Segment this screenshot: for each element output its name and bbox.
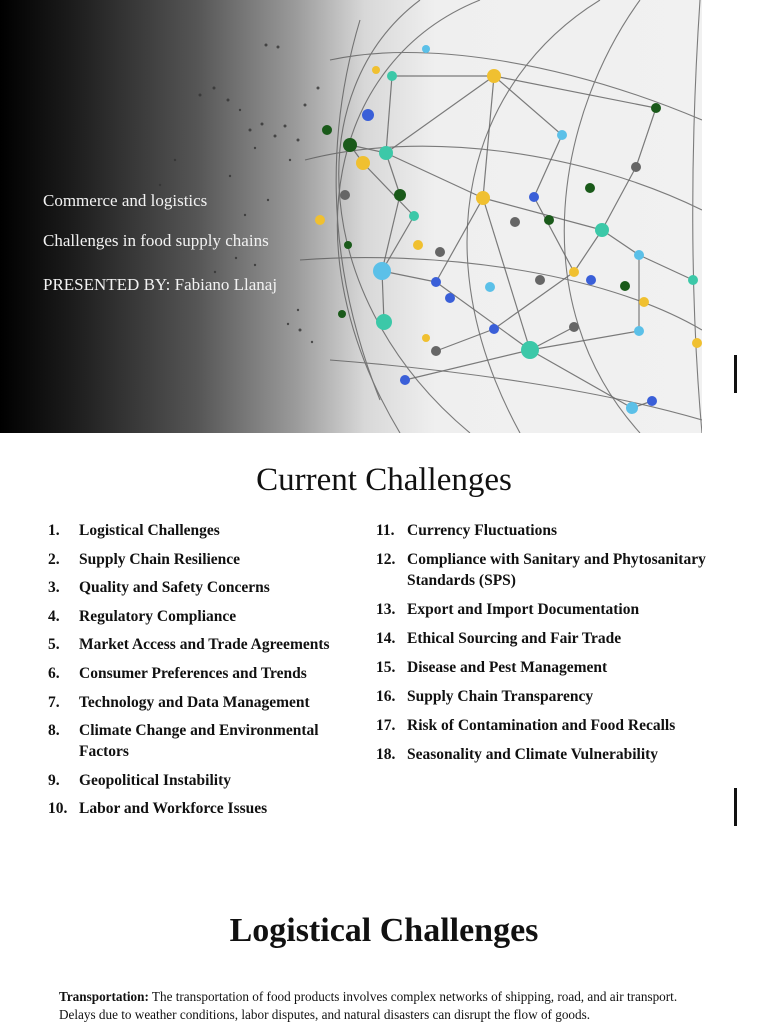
- item-number: 8.: [48, 722, 60, 740]
- item-text: Ethical Sourcing and Fair Trade: [407, 630, 622, 647]
- item-text: Geopolitical Instability: [79, 771, 231, 789]
- list-item: [48, 770, 353, 791]
- list-item: [376, 599, 706, 620]
- item-text: Seasonality and Climate Vulnerability: [407, 746, 659, 763]
- item-number: 3.: [48, 579, 60, 597]
- list-item: [48, 577, 353, 598]
- list-item: [48, 720, 353, 762]
- section-heading-current-challenges: Current Challenges: [256, 462, 512, 498]
- item-text: Technology and Data Management: [79, 693, 310, 711]
- item-text: Disease and Pest Management: [407, 659, 608, 676]
- item-text: Supply Chain Resilience: [79, 550, 241, 568]
- item-number: 12.: [376, 551, 396, 568]
- list-item: [48, 549, 353, 570]
- item-number: 4.: [48, 607, 60, 625]
- item-text: Logistical Challenges: [79, 522, 220, 539]
- item-text: Regulatory Compliance: [79, 607, 237, 625]
- list-item: [376, 520, 706, 541]
- item-number: 1.: [48, 522, 60, 539]
- item-number: 11.: [376, 522, 395, 539]
- item-number: 14.: [376, 630, 396, 647]
- item-number: 16.: [376, 688, 396, 705]
- list-item: [376, 657, 706, 678]
- item-text: Labor and Workforce Issues: [79, 800, 268, 818]
- item-text: Climate Change and Environmental Factors: [79, 722, 319, 761]
- text-cursor: [734, 355, 737, 393]
- item-number: 5.: [48, 636, 60, 654]
- item-text: Market Access and Trade Agreements: [79, 636, 330, 654]
- item-text: Compliance with Sanitary and Phytosanitary Standards (SPS): [407, 551, 706, 589]
- paragraph-body: The transportation of food products involves complex networks of shipping, road, and air transport. Delays due to weather conditions, labor disputes, and natural disasters can disrupt the flow of goods.: [59, 989, 678, 1022]
- list-item: [48, 692, 353, 713]
- item-number: 9.: [48, 771, 60, 789]
- item-number: 10.: [48, 800, 68, 818]
- item-number: 6.: [48, 664, 60, 682]
- list-item: [48, 798, 353, 819]
- item-text: Export and Import Documentation: [407, 601, 640, 618]
- challenges-list-left: [48, 520, 353, 827]
- network-globe-illustration: [0, 0, 702, 433]
- list-item: [376, 549, 706, 591]
- item-number: 17.: [376, 717, 396, 734]
- list-item: [376, 715, 706, 736]
- item-text: Risk of Contamination and Food Recalls: [407, 717, 676, 734]
- list-item: [376, 744, 706, 765]
- cover-slide: [0, 0, 702, 433]
- text-cursor: [734, 788, 737, 826]
- item-number: 18.: [376, 746, 396, 763]
- item-number: 7.: [48, 693, 60, 711]
- item-number: 13.: [376, 601, 396, 618]
- item-number: 2.: [48, 550, 60, 568]
- transportation-paragraph: [59, 988, 709, 1024]
- cover-presenter: PRESENTED BY: Fabiano Llanaj: [43, 275, 278, 294]
- section-heading-logistical-challenges: Logistical Challenges: [229, 912, 539, 949]
- list-item: [48, 606, 353, 627]
- list-item: [376, 628, 706, 649]
- list-item: [48, 634, 353, 655]
- challenges-list-right: [376, 520, 706, 773]
- item-text: Quality and Safety Concerns: [79, 579, 270, 597]
- cover-subtitle: Commerce and logistics: [43, 191, 208, 210]
- item-text: Currency Fluctuations: [407, 522, 557, 539]
- list-item: [48, 520, 353, 541]
- item-text: Supply Chain Transparency: [407, 688, 594, 705]
- cover-title: Challenges in food supply chains: [43, 231, 269, 250]
- item-text: Consumer Preferences and Trends: [79, 664, 307, 682]
- paragraph-label: Transportation:: [59, 989, 149, 1004]
- list-item: [48, 663, 353, 684]
- item-number: 15.: [376, 659, 396, 676]
- list-item: [376, 686, 706, 707]
